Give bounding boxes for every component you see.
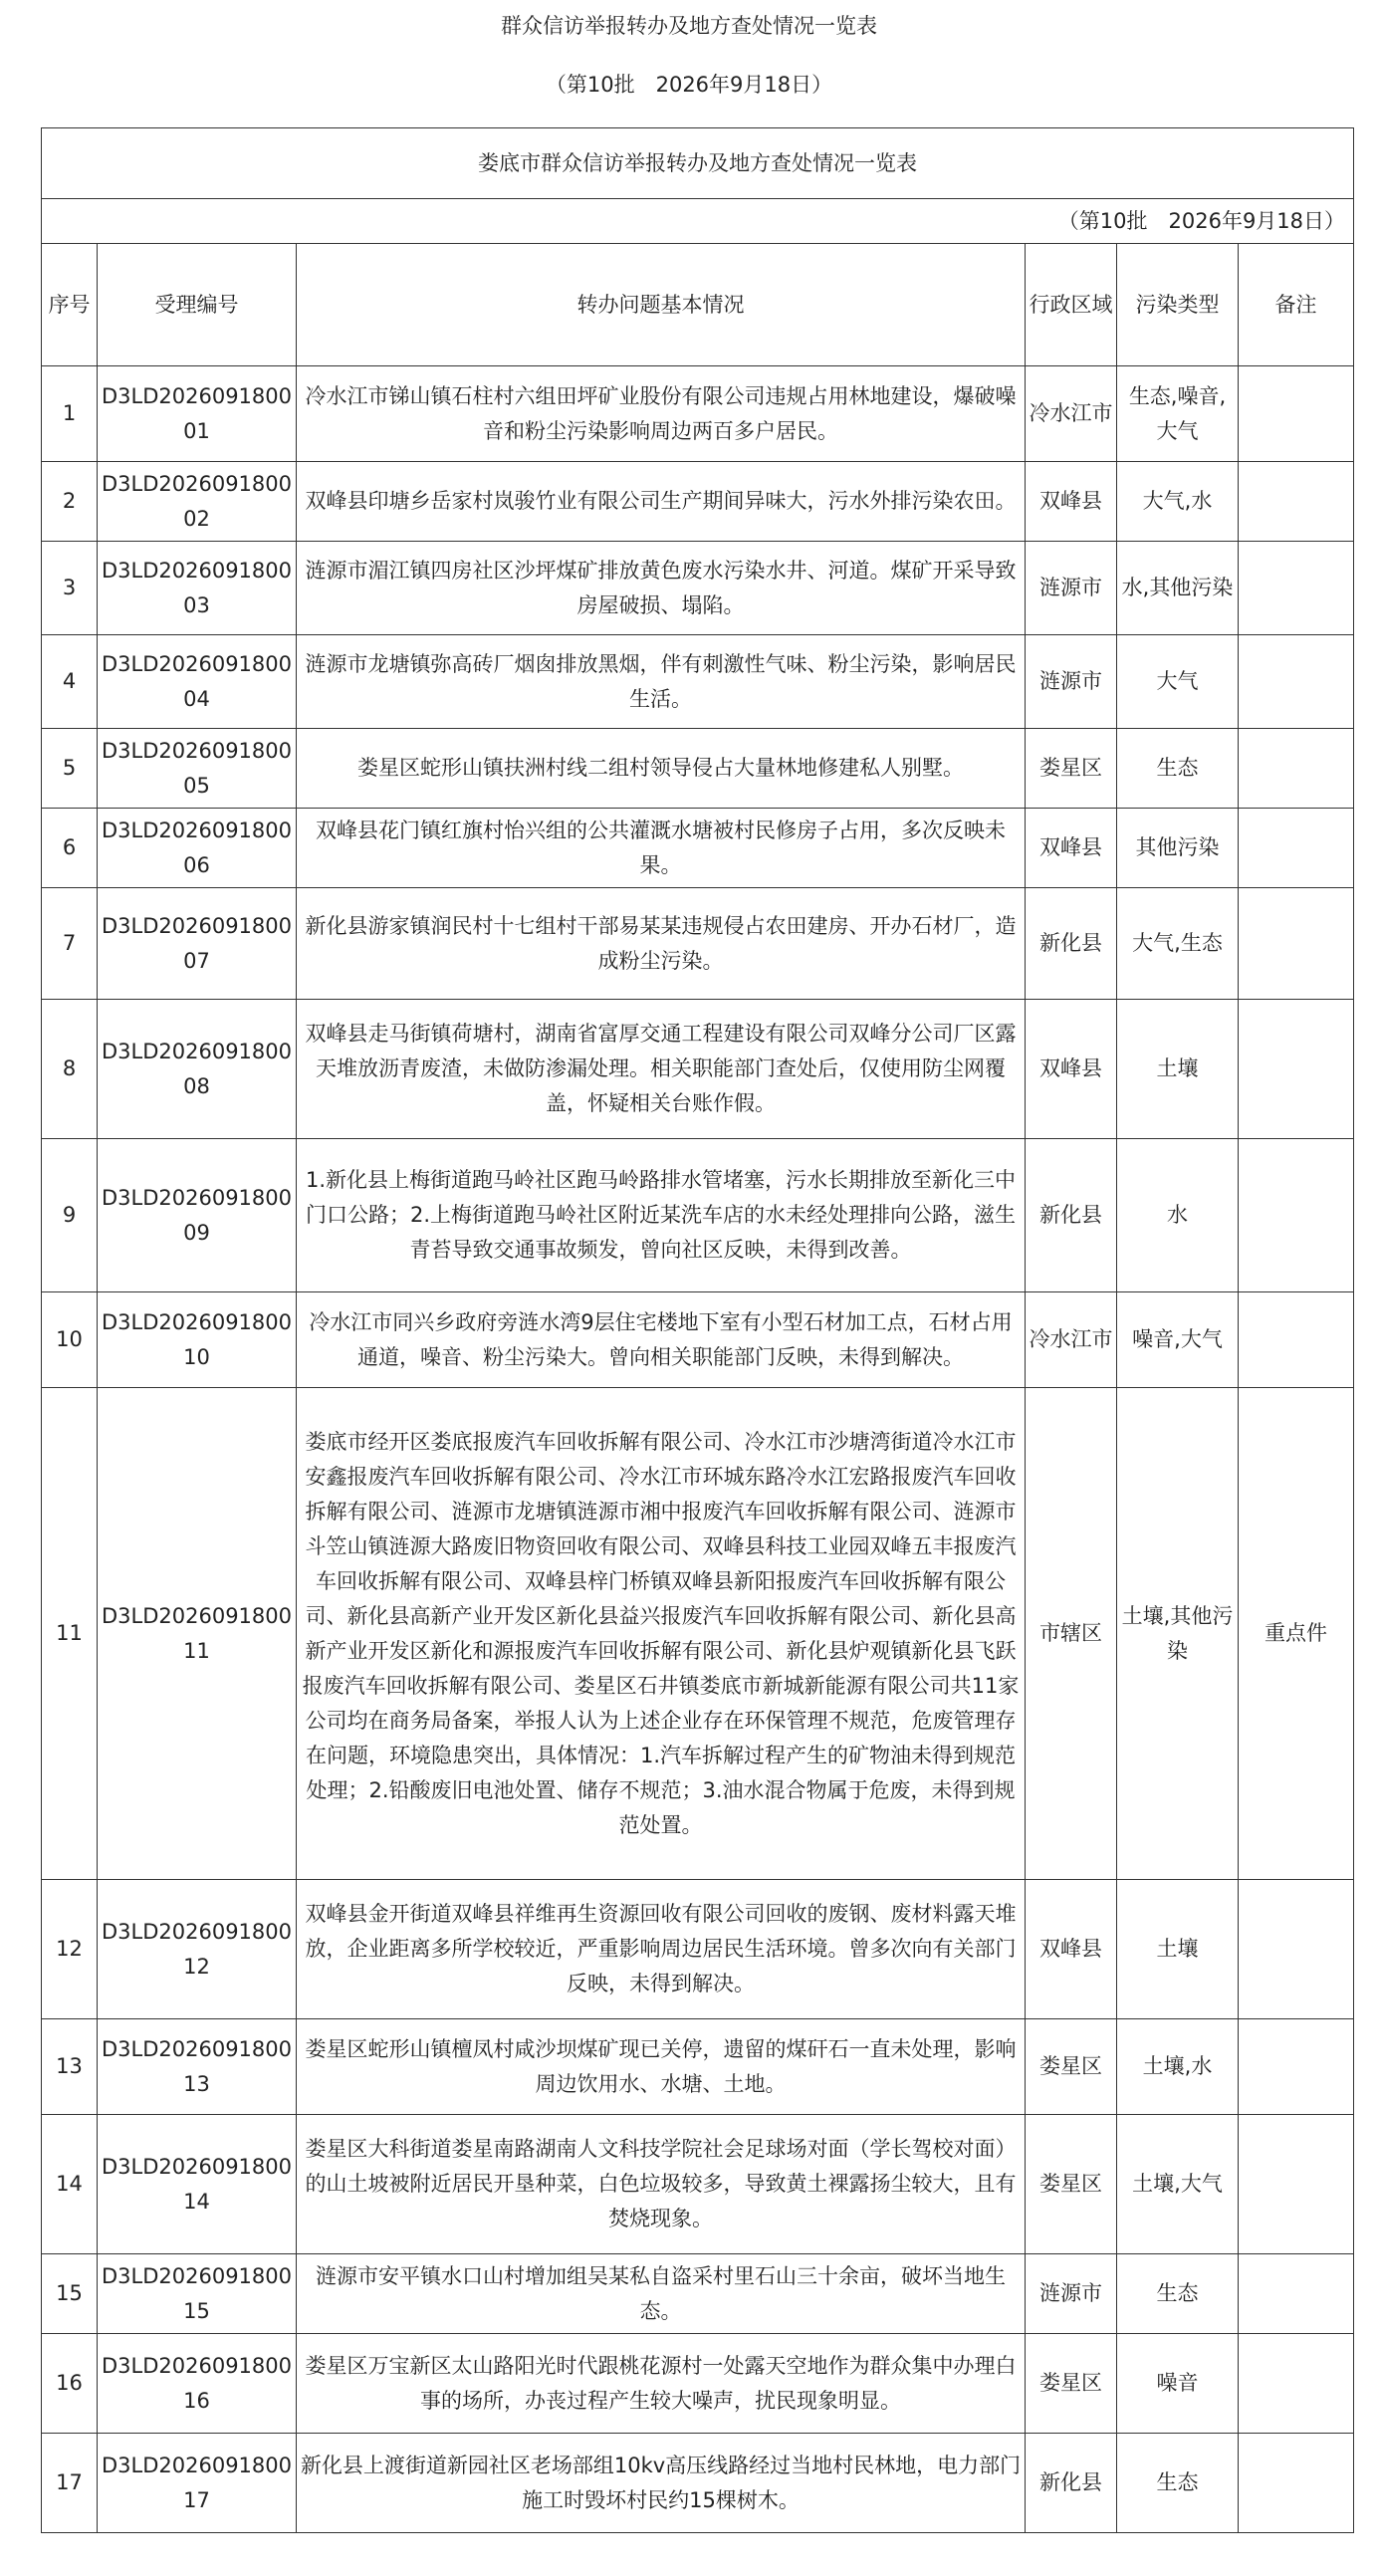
table-row	[42, 809, 1354, 888]
header-issue: 转办问题基本情况	[297, 244, 1026, 366]
cell-issue: 娄底市经开区娄底报废汽车回收拆解有限公司、冷水江市沙塘湾街道冷水江市安鑫报废汽车回收拆解有限公司、冷水江市环城东路冷水江宏路报废汽车回收拆解有限公司、涟源市龙塘镇涟源市湘中报废汽车回收拆解有限公司、涟源市斗笠山镇涟源大路废旧物资回收有限公司、双峰县科技工业园双峰五丰报废汽车回收拆解有限公司、双峰县梓门桥镇双峰县新阳报废汽车回收拆解有限公司、新化县高新产业开发区新化县益兴报废汽车回收拆解有限公司、新化县高新产业开发区新化和源报废汽车回收拆解有限公司、新化县炉观镇新化县飞跃报废汽车回收拆解有限公司、娄星区石井镇娄底市新城新能源有限公司共11家公司均在商务局备案，举报人认为上述企业存在环保管理不规范，危废管理存在问题，环境隐患突出，具体情况：1.汽车拆解过程产生的矿物油未得到规范处理；2.铅酸废旧电池处置、储存不规范；3.油水混合物属于危废，未得到规范处置。	[297, 1388, 1026, 1880]
cell-type: 生态	[1117, 2434, 1239, 2533]
cell-id: D3LD202609180017	[98, 2434, 297, 2533]
cell-note	[1239, 729, 1354, 809]
cell-type: 噪音,大气	[1117, 1292, 1239, 1388]
cell-id: D3LD202609180006	[98, 809, 297, 888]
cell-region: 双峰县	[1026, 1000, 1117, 1139]
cell-region: 新化县	[1026, 888, 1117, 1000]
cell-type: 大气,生态	[1117, 888, 1239, 1000]
cell-type: 土壤,其他污染	[1117, 1388, 1239, 1880]
cell-issue: 双峰县花门镇红旗村怡兴组的公共灌溉水塘被村民修房子占用，多次反映未果。	[297, 809, 1026, 888]
cell-region: 娄星区	[1026, 729, 1117, 809]
cell-note	[1239, 2334, 1354, 2434]
cell-id: D3LD202609180013	[98, 2019, 297, 2115]
cell-type: 水	[1117, 1139, 1239, 1292]
header-type: 污染类型	[1117, 244, 1239, 366]
cell-issue: 娄星区蛇形山镇檀凤村咸沙坝煤矿现已关停，遗留的煤矸石一直未处理，影响周边饮用水、水塘、土地。	[297, 2019, 1026, 2115]
cell-issue: 1.新化县上梅街道跑马岭社区跑马岭路排水管堵塞，污水长期排放至新化三中门口公路；2.上梅街道跑马岭社区附近某洗车店的水未经处理排向公路，滋生青苔导致交通事故频发，曾向社区反映，未得到改善。	[297, 1139, 1026, 1292]
cell-region: 新化县	[1026, 2434, 1117, 2533]
cell-id: D3LD202609180014	[98, 2115, 297, 2254]
cell-no: 3	[42, 542, 98, 635]
cell-note	[1239, 366, 1354, 462]
cell-id: D3LD202609180012	[98, 1880, 297, 2019]
cell-id: D3LD202609180008	[98, 1000, 297, 1139]
cell-no: 2	[42, 462, 98, 542]
cell-note	[1239, 809, 1354, 888]
cell-region: 新化县	[1026, 1139, 1117, 1292]
cell-no: 11	[42, 1388, 98, 1880]
cell-type: 土壤	[1117, 1000, 1239, 1139]
cell-note	[1239, 888, 1354, 1000]
cell-note	[1239, 1880, 1354, 2019]
cell-no: 7	[42, 888, 98, 1000]
table-row	[42, 542, 1354, 635]
cell-id: D3LD202609180010	[98, 1292, 297, 1388]
cell-type: 土壤,水	[1117, 2019, 1239, 2115]
cell-issue: 娄星区蛇形山镇扶洲村线二组村领导侵占大量林地修建私人别墅。	[297, 729, 1026, 809]
cell-region: 娄星区	[1026, 2115, 1117, 2254]
cell-note	[1239, 635, 1354, 729]
cell-issue: 涟源市安平镇水口山村增加组吴某私自盗采村里石山三十余亩，破坏当地生态。	[297, 2254, 1026, 2334]
page-title: 群众信访举报转办及地方查处情况一览表	[501, 14, 877, 38]
cell-issue: 涟源市龙塘镇弥高砖厂烟囱排放黑烟，伴有刺激性气味、粉尘污染，影响居民生活。	[297, 635, 1026, 729]
cell-region: 娄星区	[1026, 2334, 1117, 2434]
table-row	[42, 2019, 1354, 2115]
cell-note: 重点件	[1239, 1388, 1354, 1880]
cell-region: 涟源市	[1026, 2254, 1117, 2334]
cell-no: 4	[42, 635, 98, 729]
cell-no: 17	[42, 2434, 98, 2533]
cell-issue: 冷水江市同兴乡政府旁涟水湾9层住宅楼地下室有小型石材加工点，石材占用通道，噪音、粉尘污染大。曾向相关职能部门反映，未得到解决。	[297, 1292, 1026, 1388]
table-row	[42, 1292, 1354, 1388]
cell-region: 双峰县	[1026, 462, 1117, 542]
cell-type: 土壤	[1117, 1880, 1239, 2019]
header-no: 序号	[42, 244, 98, 366]
cell-no: 15	[42, 2254, 98, 2334]
cell-id: D3LD202609180009	[98, 1139, 297, 1292]
cell-id: D3LD202609180011	[98, 1388, 297, 1880]
header-region: 行政区域	[1026, 244, 1117, 366]
cell-note	[1239, 542, 1354, 635]
page-subtitle: （第10批 2026年9月18日）	[545, 73, 833, 97]
cell-note	[1239, 1000, 1354, 1139]
header-id: 受理编号	[98, 244, 297, 366]
cell-issue: 涟源市湄江镇四房社区沙坪煤矿排放黄色废水污染水井、河道。煤矿开采导致房屋破损、塌陷。	[297, 542, 1026, 635]
cell-note	[1239, 462, 1354, 542]
cell-no: 6	[42, 809, 98, 888]
cell-no: 1	[42, 366, 98, 462]
table-row	[42, 1880, 1354, 2019]
table-row	[42, 1388, 1354, 1880]
cell-id: D3LD202609180015	[98, 2254, 297, 2334]
cell-issue: 娄星区大科街道娄星南路湖南人文科技学院社会足球场对面（学长驾校对面）的山土坡被附近居民开垦种菜，白色垃圾较多，导致黄土裸露扬尘较大，且有焚烧现象。	[297, 2115, 1026, 2254]
cell-note	[1239, 1139, 1354, 1292]
cell-note	[1239, 1292, 1354, 1388]
table-row	[42, 1000, 1354, 1139]
cell-region: 娄星区	[1026, 2019, 1117, 2115]
cell-id: D3LD202609180002	[98, 462, 297, 542]
table-row	[42, 635, 1354, 729]
table-caption: 娄底市群众信访举报转办及地方查处情况一览表	[42, 128, 1354, 199]
cell-type: 生态,噪音,大气	[1117, 366, 1239, 462]
table-row	[42, 888, 1354, 1000]
table-batch-info: （第10批 2026年9月18日）	[42, 199, 1354, 244]
cell-id: D3LD202609180001	[98, 366, 297, 462]
table-row	[42, 366, 1354, 462]
cell-issue: 双峰县走马街镇荷塘村，湖南省富厚交通工程建设有限公司双峰分公司厂区露天堆放沥青废渣，未做防渗漏处理。相关职能部门查处后，仅使用防尘网覆盖，怀疑相关台账作假。	[297, 1000, 1026, 1139]
cell-no: 14	[42, 2115, 98, 2254]
cell-region: 冷水江市	[1026, 1292, 1117, 1388]
table-row	[42, 2254, 1354, 2334]
report-table	[41, 127, 1354, 2533]
cell-id: D3LD202609180016	[98, 2334, 297, 2434]
cell-type: 噪音	[1117, 2334, 1239, 2434]
table-row	[42, 1139, 1354, 1292]
cell-issue: 双峰县印塘乡岳家村岚骏竹业有限公司生产期间异味大，污水外排污染农田。	[297, 462, 1026, 542]
cell-issue: 冷水江市锑山镇石柱村六组田坪矿业股份有限公司违规占用林地建设，爆破噪音和粉尘污染影响周边两百多户居民。	[297, 366, 1026, 462]
header-note: 备注	[1239, 244, 1354, 366]
table-row	[42, 2115, 1354, 2254]
cell-region: 双峰县	[1026, 809, 1117, 888]
cell-no: 9	[42, 1139, 98, 1292]
table-row	[42, 2334, 1354, 2434]
cell-id: D3LD202609180007	[98, 888, 297, 1000]
cell-region: 市辖区	[1026, 1388, 1117, 1880]
cell-note	[1239, 2019, 1354, 2115]
cell-region: 双峰县	[1026, 1880, 1117, 2019]
cell-region: 涟源市	[1026, 542, 1117, 635]
table-row	[42, 462, 1354, 542]
cell-type: 土壤,大气	[1117, 2115, 1239, 2254]
cell-id: D3LD202609180005	[98, 729, 297, 809]
cell-no: 10	[42, 1292, 98, 1388]
cell-note	[1239, 2434, 1354, 2533]
cell-no: 13	[42, 2019, 98, 2115]
table-row	[42, 729, 1354, 809]
cell-id: D3LD202609180004	[98, 635, 297, 729]
cell-type: 水,其他污染	[1117, 542, 1239, 635]
cell-issue: 新化县游家镇润民村十七组村干部易某某违规侵占农田建房、开办石材厂，造成粉尘污染。	[297, 888, 1026, 1000]
cell-type: 大气	[1117, 635, 1239, 729]
cell-type: 其他污染	[1117, 809, 1239, 888]
cell-type: 生态	[1117, 2254, 1239, 2334]
cell-region: 涟源市	[1026, 635, 1117, 729]
cell-type: 大气,水	[1117, 462, 1239, 542]
cell-region: 冷水江市	[1026, 366, 1117, 462]
cell-no: 5	[42, 729, 98, 809]
cell-note	[1239, 2254, 1354, 2334]
cell-issue: 新化县上渡街道新园社区老场部组10kv高压线路经过当地村民林地，电力部门施工时毁坏村民约15棵树木。	[297, 2434, 1026, 2533]
cell-id: D3LD202609180003	[98, 542, 297, 635]
cell-note	[1239, 2115, 1354, 2254]
table-row	[42, 2434, 1354, 2533]
cell-no: 12	[42, 1880, 98, 2019]
cell-no: 8	[42, 1000, 98, 1139]
table-header-row	[42, 244, 1354, 366]
cell-no: 16	[42, 2334, 98, 2434]
cell-type: 生态	[1117, 729, 1239, 809]
cell-issue: 娄星区万宝新区太山路阳光时代跟桃花源村一处露天空地作为群众集中办理白事的场所，办丧过程产生较大噪声，扰民现象明显。	[297, 2334, 1026, 2434]
cell-issue: 双峰县金开街道双峰县祥维再生资源回收有限公司回收的废钢、废材料露天堆放，企业距离多所学校较近，严重影响周边居民生活环境。曾多次向有关部门反映，未得到解决。	[297, 1880, 1026, 2019]
